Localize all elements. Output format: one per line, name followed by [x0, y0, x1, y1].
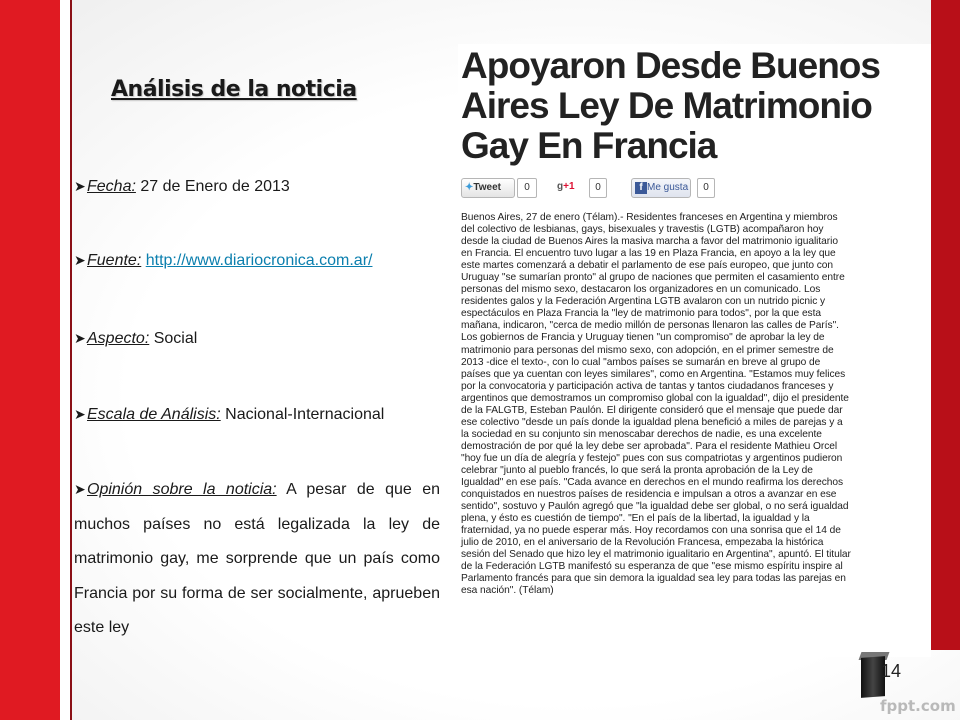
fecha-label: Fecha: — [87, 178, 136, 195]
article-body: Buenos Aires, 27 de enero (Télam).- Residentes franceses en Argentina y miembros del colectivo de lesbianas, gays, bisexuales y travestis (LGTB) acompañaron hoy desde la ciudad de Buenos Aires la masiva marcha a favor del matrimonio igualitario en Francia. El encuentro tuvo lugar a las 19 en Plaza Francia, en apoyo a la ley que este martes comenzará a debatir el parlamento de ese país europeo, que junto con Uruguay "se sumarían pronto" al grupo de naciones que permiten el casamiento entre personas del mismo sexo, destacaron los organizadores en un comunicado. Los residentes galos y la Federación Argentina LGTB avalaron con un nutrido picnic y espectáculos en Plaza Francia la "ley de matrimonio para todos", por la que esta mañana, indicaron, "cerca de medio millón de personas llenaron las calles de París". Los gobiernos de Francia y Uruguay tienen "un compromiso" de aprobar la ley de matrimonio para personas del mismo sexo, con adopción, en el primer semestre de 2013 -dice el texto-, con lo cual "ambos países se sumarán en breve al grupo de países que ya cuentan con leyes similares", como en Argentina. "Estamos muy felices por la convocatoria y participación activa de tantas y tantos ciudadanos franceses y argentinos que demostramos un compromiso global con la igualdad", dijo el presidente de la FALGTB, Esteban Paulón. El dirigente consideró que el mensaje que puede dar ese colectivo "desde un país donde la igualdad plena benefició a miles de parejas y a la sociedad en su conjunto sin menoscabar derechos de nadie, es una excelente demostración de por qué la ley debe ser aprobada". Para el residente Mathieu Orcel "hoy fue un día de alegría y festejo" pues con sus compatriotas y argentinos pudieron celebrar "junto al pueblo francés, lo que será la pronta aprobación de la Ley de Igualdad" en ese país. "Cada avance en derechos en el mundo reafirma los derechos conquistados en nuestros países de residencia e impulsan a otros a avanzar en ese sentido", sostuvo y Paulón agregó que "la igualdad debe ser global, o no será igualdad plena, y ésto es cuestión de tiempo". "En el país de la libertad, la igualdad y la fraternidad, ya no puede esperar más. Hoy recordamos con una sonrisa que el 14 de julio de 2010, en el aniversario de la Revolución Francesa, empezaba la histórica sesión del Senado que hizo ley el matrimonio igualitario en Argentina", apuntó. El titular de la Federación LGTB manifestó su esperanza de que "ese mismo espíritu inspire al Parlamento francés para que sin demora la igualdad sea ley para todas las parejas en esa nación". (Télam) — [461, 212, 851, 597]
facebook-f-icon: f — [635, 182, 647, 194]
checkmark-arrow-icon: ➤ — [74, 406, 86, 422]
like-label: Me gusta — [647, 182, 689, 193]
tweet-count: 0 — [517, 178, 537, 198]
tweet-button[interactable] — [461, 178, 515, 198]
fuente-label: Fuente: — [87, 252, 142, 269]
facebook-like-button[interactable] — [631, 178, 691, 198]
brand-logo-text: fppt.com — [880, 697, 956, 715]
aspecto-value: Social — [149, 330, 198, 347]
checkmark-arrow-icon: ➤ — [74, 252, 86, 268]
tweet-label: Tweet — [473, 182, 501, 193]
left-red-bar — [0, 0, 60, 720]
fuente-link[interactable]: http://www.diariocronica.com.ar/ — [145, 252, 373, 269]
left-dark-stripe — [70, 0, 72, 720]
bullet-escala — [74, 398, 440, 431]
escala-label: Escala de Análisis: — [87, 406, 221, 423]
opinion-value: A pesar de que en muchos países no está legalizada la ley de matrimonio gay, me sorprende que un país como Francia por su forma de ser socialmente, aprueben este ley — [74, 481, 441, 636]
bullet-aspecto — [74, 322, 440, 355]
gplus-label: +1 — [563, 181, 575, 192]
opinion-label: Opinión sobre la noticia: — [87, 481, 277, 498]
right-red-bar — [931, 0, 960, 650]
gplus-count: 0 — [589, 178, 607, 198]
checkmark-arrow-icon: ➤ — [74, 178, 86, 194]
aspecto-label: Aspecto: — [87, 330, 150, 347]
checkmark-arrow-icon: ➤ — [74, 330, 86, 346]
checkmark-arrow-icon: ➤ — [74, 481, 86, 497]
bullet-fuente — [74, 244, 440, 277]
bullet-opinion — [74, 472, 440, 646]
gplus-button[interactable] — [557, 178, 579, 196]
article-headline: Apoyaron Desde Buenos Aires Ley De Matrimonio Gay En Francia — [461, 45, 880, 166]
twitter-bird-icon: ✦ — [465, 182, 474, 193]
bullet-fecha — [74, 170, 440, 203]
like-count: 0 — [697, 178, 715, 198]
escala-value: Nacional-Internacional — [220, 406, 385, 423]
news-article-image — [458, 44, 931, 657]
fecha-value: 27 de Enero de 2013 — [135, 178, 290, 195]
page-number: 14 — [881, 661, 902, 681]
left-white-stripe — [60, 0, 70, 720]
slide-title: Análisis de la noticia — [111, 77, 357, 102]
google-g-icon: g — [557, 181, 564, 192]
